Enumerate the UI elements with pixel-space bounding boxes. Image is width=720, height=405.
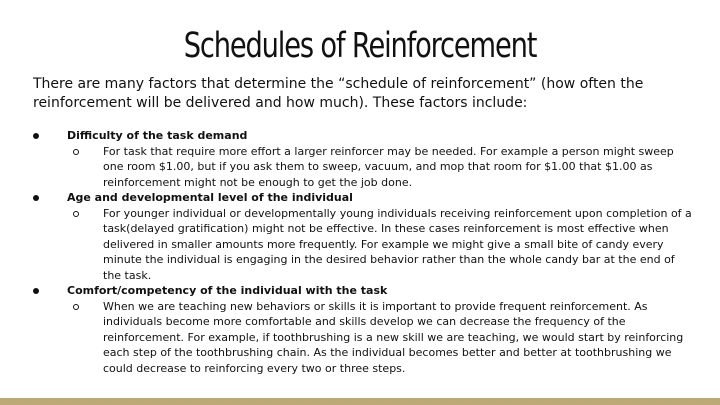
factor-detail-item [67,206,695,284]
factor-item-age [33,190,695,283]
factor-heading: Difficulty of the task demand [67,129,248,142]
factor-detail: For younger individual or developmentally young individuals receiving reinforcement upon completion of a task(delayed gratification) might not be effective. In these cases reinforcement is most effective when delivered in smaller amounts more frequently. For example we might give a small bite of candy every minute the individual is engaging in the desired behavior rather than the whole candy bar at the end of the task. [103,206,692,282]
intro-text: There are many factors that determine the “schedule of reinforcement” (how often the reinforcement will be delivered and how much). These factors include: [33,76,644,111]
factor-item-difficulty [33,128,695,190]
factor-detail: For task that require more effort a larger reinforcer may be needed. For example a person might sweep one room $1.00, but if you ask them to sweep, vacuum, and mop that room for $1.00 that $1.00 as reinforcement might not be enough to get the job done. [103,144,674,189]
bullet-dot-icon [33,133,39,139]
bullet-circle-icon [73,304,79,310]
factor-list [33,128,695,376]
factor-heading: Age and developmental level of the individual [67,191,353,204]
bullet-circle-icon [73,211,79,217]
bullet-dot-icon [33,195,39,201]
bottom-accent-bar [0,398,720,405]
factor-detail-item [67,144,695,191]
factor-detail: When we are teaching new behaviors or skills it is important to provide frequent reinforcement. As individuals become more comfortable and skills develop we can decrease the frequency of the reinforcement. For example, if toothbrushing is a new skill we are teaching, we would start by reinforcing each step of the toothbrushing chain. As the individual becomes better and better at toothbrushing we could decrease to reinforcing every two or three steps. [103,299,684,375]
bullet-circle-icon [73,149,79,155]
slide-title: Schedules of Reinforcement [183,26,537,66]
factor-detail-item [67,299,695,377]
factor-item-comfort [33,283,695,376]
bullet-dot-icon [33,288,39,294]
factor-heading: Comfort/competency of the individual with the task [67,284,388,297]
